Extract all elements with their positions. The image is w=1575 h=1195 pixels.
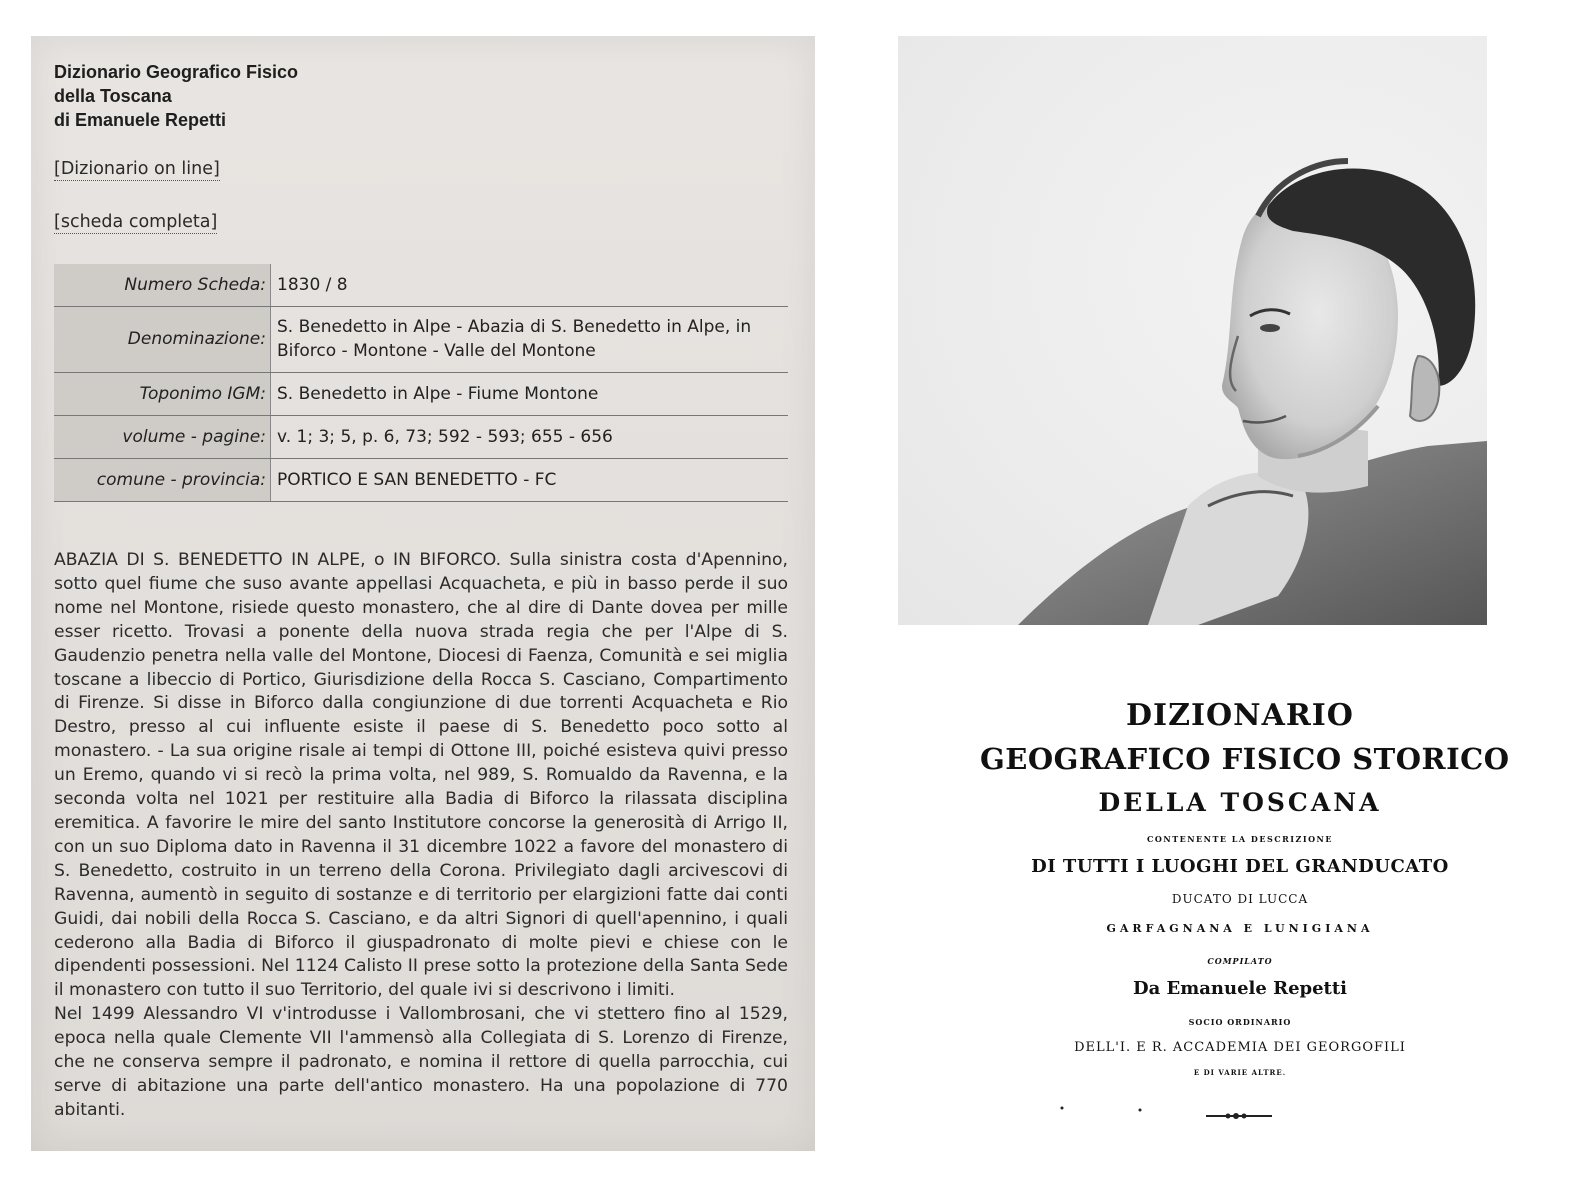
row-value: 1830 / 8 (271, 264, 789, 306)
row-value: S. Benedetto in Alpe - Abazia di S. Benedetto in Alpe, in Biforco - Montone - Valle del Montone (271, 306, 789, 372)
row-value: PORTICO E SAN BENEDETTO - FC (271, 458, 789, 501)
lucca-line: DUCATO DI LUCCA (1171, 892, 1309, 906)
portrait-drawing (898, 36, 1487, 625)
socio-line: SOCIO ORDINARIO (1188, 1017, 1292, 1027)
altre-line: E DI VARIE ALTRE. (1193, 1068, 1287, 1077)
row-value: v. 1; 3; 5, p. 6, 73; 592 - 593; 655 - 656 (271, 415, 789, 458)
entry-paragraph-1: ABAZIA DI S. BENEDETTO IN ALPE, o IN BIFORCO. Sulla sinistra costa d'Apennino, sotto quel fiume che suso avante appellasi Acquacheta, e più in basso perde il suo nome nel Montone, risiede questo monastero, che al dire di Dante dovea per mille esser ricetto. Trovasi a ponente della nuova strada regia che per l'Alpe di S. Gaudenzio penetra nella valle del Montone, Diocesi di Faenza, Comunità e sei miglia toscane a libeccio di Portico, Giurisdizione della Rocca S. Casciano, Compartimento di Firenze. Si disse in Biforco dalla congiunzione di due torrenti Acquacheta e Rio Destro, presso al cui influente esiste il paese di S. Benedetto poco sotto al monastero. - La sua origine risale ai tempi di Ottone III, poiché esisteva quivi presso un Eremo, quando vi si recò la prima volta, nel 989, S. Romualdo da Ravenna, e la seconda volta nel 1021 per restituire alla Badia di Biforco la rilassata disciplina eremitica. A favorire le mire del santo Institutore concorse la generosità di Arrigo II, con un suo Diploma dato in Ravenna il 31 dicembre 1022 a favore del monastero di S. Benedetto, costruito in un terreno della Corona. Privilegiato dagli arcivescovi di Ravenna, aumentò in seguito di sostanze e di territorio per elargizioni fatte dai conti Guidi, dai nobili della Rocca S. Casciano, e da altri Signori di quell'apennino, i quali cederono alla Badia di Biforco il giuspadronato di molte pievi e chiese con le dipendenti possessioni. Nel 1124 Calisto II prese sotto la protezione della Santa Sede il monastero con tutto il suo Territorio, del quale ivi si descrivono i limiti. (54, 550, 788, 1001)
title-line-3: DELLA TOSCANA (1098, 788, 1382, 817)
title-line-2: GEOGRAFICO FISICO STORICO (980, 742, 1510, 776)
luoghi-line: DI TUTTI I LUOGHI DEL GRANDUCATO (1031, 856, 1449, 877)
dizionario-online-link[interactable]: [Dizionario on line] (54, 159, 220, 179)
author-portrait (898, 36, 1487, 625)
table-row (54, 372, 788, 415)
row-label: volume - pagine: (54, 415, 271, 458)
entry-text (54, 549, 788, 1123)
ornament-divider (980, 1090, 1500, 1130)
compilato-line: COMPILATO (1207, 956, 1273, 966)
table-row (54, 458, 788, 501)
accademia-line: DELL'I. E R. ACCADEMIA DEI GEORGOFILI (1074, 1040, 1406, 1055)
book-title-page (980, 690, 1510, 1140)
header-line-2: della Toscana (54, 86, 172, 106)
row-value: S. Benedetto in Alpe - Fiume Montone (271, 372, 789, 415)
record-table (54, 264, 788, 502)
table-row (54, 306, 788, 372)
row-label: Denominazione: (54, 306, 271, 372)
title-line-1: DIZIONARIO (1126, 698, 1354, 733)
scheda-completa-link[interactable]: [scheda completa] (54, 212, 218, 232)
dictionary-screen-photo (31, 36, 815, 1151)
garfagnana-line: GARFAGNANA E LUNIGIANA (1106, 922, 1374, 935)
author-line: Da Emanuele Repetti (1132, 978, 1348, 999)
table-row (54, 415, 788, 458)
row-label: Toponimo IGM: (54, 372, 271, 415)
contenente-line: CONTENENTE LA DESCRIZIONE (1147, 834, 1333, 844)
table-row (54, 264, 788, 306)
row-label: comune - provincia: (54, 458, 271, 501)
header-line-3: di Emanuele Repetti (54, 110, 227, 130)
entry-paragraph-2: Nel 1499 Alessandro VI v'introdusse i Vallombrosani, che vi stettero fino al 1529, epoca nella quale Clemente VII l'ammensò alla Collegiata di S. Lorenzo di Firenze, che ne conserva sempre il padronato, e nomina il rettore di quella parrocchia, cui serve di abitazione una parte dell'antico monastero. Ha una popolazione di 770 abitanti. (54, 1004, 788, 1120)
page-header (54, 60, 298, 132)
header-line-1: Dizionario Geografico Fisico (54, 62, 299, 82)
row-label: Numero Scheda: (54, 264, 271, 306)
